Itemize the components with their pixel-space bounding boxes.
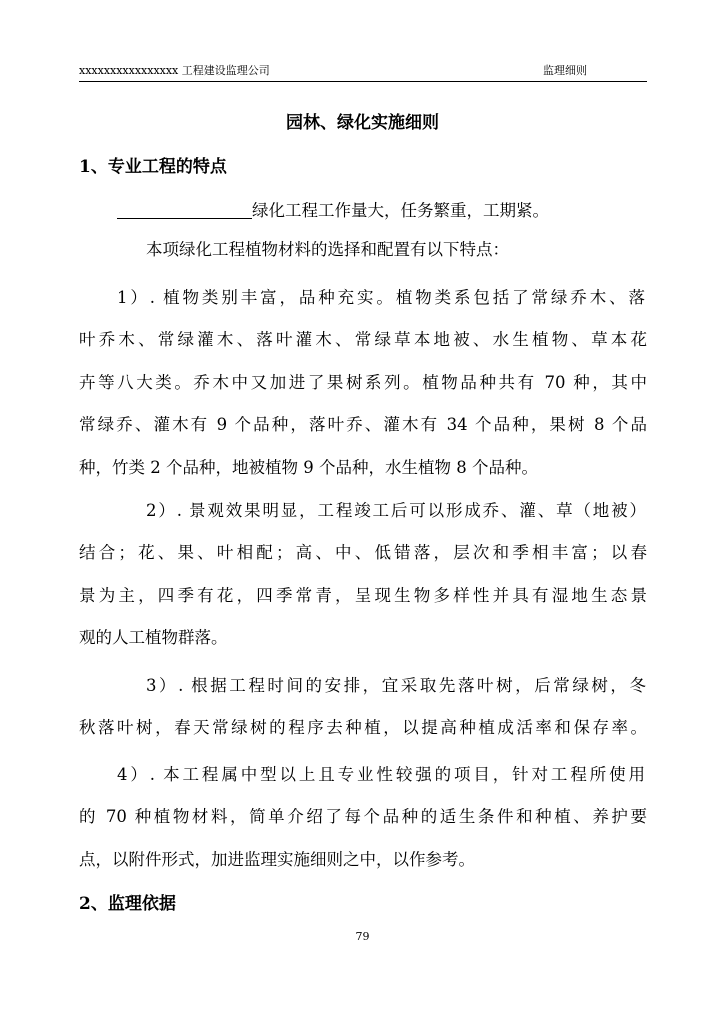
p1-line-3: 卉等八大类。乔木中又加进了果树系列。植物品种共有 70 种，其中 xyxy=(79,373,647,392)
p1-line-4: 常绿乔、灌木有 9 个品种，落叶乔、灌木有 34 个品种，果树 8 个品 xyxy=(79,415,647,434)
intro-line xyxy=(117,199,617,223)
p1-line-5: 种，竹类 2 个品种，地被植物 9 个品种，水生植物 8 个品种。 xyxy=(79,458,538,477)
p4-line-3: 点，以附件形式，加进监理实施细则之中，以作参考。 xyxy=(79,850,475,869)
p2-line-3: 景为主，四季有花，四季常青，呈现生物多样性并具有湿地生态景 xyxy=(79,586,647,605)
intro-text: 绿化工程工作量大，任务繁重，工期紧。 xyxy=(252,201,549,220)
section1-heading: 1、专业工程的特点 xyxy=(79,157,227,177)
p4-line-1: 4）. 本工程属中型以上且专业性较强的项目，针对工程所使用 xyxy=(117,765,645,784)
header-doc-type: 监理细则 xyxy=(543,64,587,77)
p1-line-2: 叶乔木、常绿灌木、落叶灌木、常绿草本地被、水生植物、草本花 xyxy=(79,330,647,349)
p2-line-1: 2）. 景观效果明显，工程竣工后可以形成乔、灌、草（地被） xyxy=(146,501,646,520)
page-number: 79 xyxy=(355,930,370,943)
p3-line-1: 3）. 根据工程时间的安排，宜采取先落叶树，后常绿树，冬 xyxy=(146,676,646,695)
p2-line-2: 结合；花、果、叶相配；高、中、低错落，层次和季相丰富；以春 xyxy=(79,543,647,562)
p3-line-2: 秋落叶树，春天常绿树的程序去种植，以提高种植成活率和保存率。 xyxy=(79,718,647,737)
p4-line-2: 的 70 种植物材料，简单介绍了每个品种的适生条件和种植、养护要 xyxy=(79,807,647,826)
section2-heading: 2、监理依据 xyxy=(79,894,176,914)
header-divider xyxy=(79,81,647,82)
p2-line-4: 观的人工植物群落。 xyxy=(79,628,228,647)
blank-fill-line xyxy=(117,200,252,219)
header-company: xxxxxxxxxxxxxxxx 工程建设监理公司 xyxy=(79,64,270,77)
p1-line-1: 1）. 植物类别丰富，品种充实。植物类系包括了常绿乔木、落 xyxy=(117,288,645,307)
page-header xyxy=(79,62,647,78)
intro2-line: 本项绿化工程植物材料的选择和配置有以下特点： xyxy=(146,240,509,259)
document-title: 园林、绿化实施细则 xyxy=(286,113,439,133)
